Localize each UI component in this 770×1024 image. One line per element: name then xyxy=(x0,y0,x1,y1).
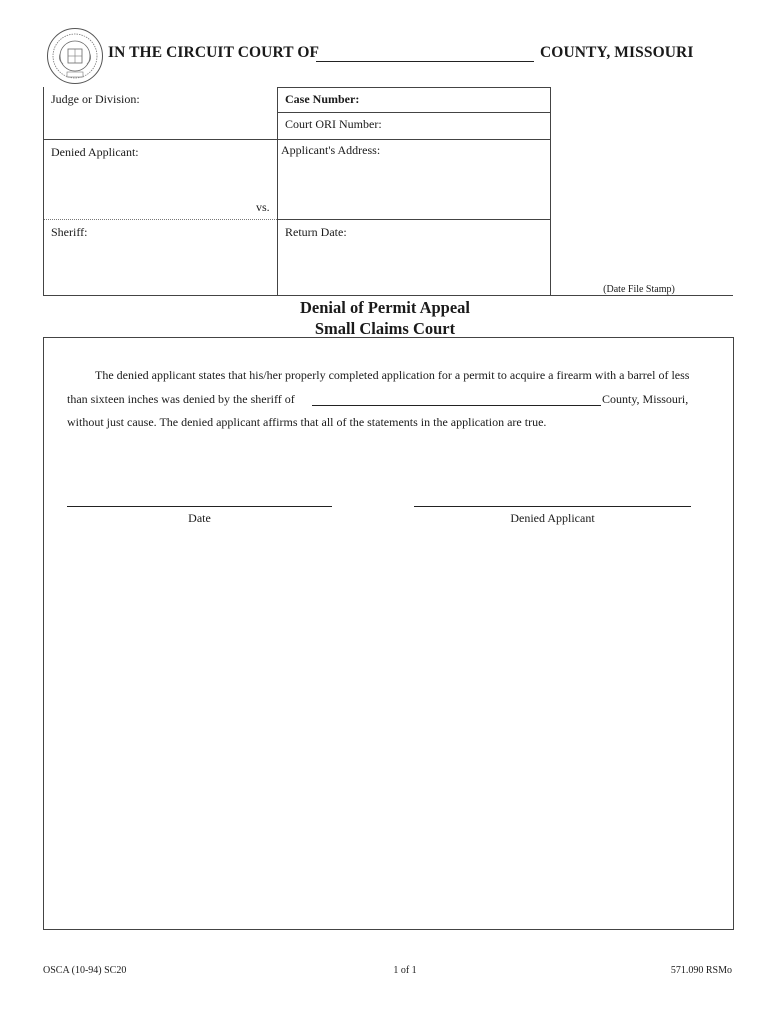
denied-applicant-label: Denied Applicant: xyxy=(51,145,139,159)
date-label: Date xyxy=(188,511,211,525)
caption-dotted-divider xyxy=(44,219,277,220)
statement-line-2-prefix: than sixteen inches was denied by the sheriff of xyxy=(67,392,295,406)
sheriff-county-blank[interactable] xyxy=(312,405,601,406)
statement-line-3: without just cause. The denied applicant affirms that all of the statements in the application are true. xyxy=(67,415,547,429)
caption-row-divider xyxy=(44,139,550,140)
sheriff-label: Sheriff: xyxy=(51,225,88,239)
page-number: 1 of 1 xyxy=(393,965,417,976)
caption-top-border xyxy=(277,87,550,88)
statement-line-2-suffix: County, Missouri, xyxy=(602,392,689,406)
statute-reference: 571.090 RSMo xyxy=(670,965,732,976)
county-state-heading: COUNTY, MISSOURI xyxy=(540,44,694,61)
county-blank-line[interactable] xyxy=(316,61,534,62)
case-number-label: Case Number: xyxy=(285,92,360,106)
form-code: OSCA (10-94) SC20 xyxy=(43,965,127,976)
caption-row-divider xyxy=(277,112,550,113)
court-ori-label: Court ORI Number: xyxy=(285,117,382,131)
date-file-stamp-line xyxy=(549,295,733,296)
form-subtitle: Small Claims Court xyxy=(314,319,456,338)
caption-right-border xyxy=(550,87,551,295)
form-title: Denial of Permit Appeal xyxy=(299,298,471,317)
date-signature-line[interactable] xyxy=(67,506,332,507)
missouri-seal-icon xyxy=(46,27,104,85)
caption-row-divider xyxy=(277,219,550,220)
statement-box xyxy=(43,337,734,930)
date-file-stamp-label: (Date File Stamp) xyxy=(603,284,675,295)
judge-division-label: Judge or Division: xyxy=(51,92,140,106)
court-heading: IN THE CIRCUIT COURT OF xyxy=(108,44,320,61)
applicant-address-label: Applicant's Address: xyxy=(281,143,381,157)
applicant-signature-line[interactable] xyxy=(414,506,691,507)
statement-line-1: The denied applicant states that his/her properly completed application for a permit to acquire a firearm with a barrel of less xyxy=(95,368,690,382)
case-caption xyxy=(43,87,550,296)
caption-divider xyxy=(277,87,278,295)
vs-label: vs. xyxy=(256,200,270,214)
denied-applicant-signature-label: Denied Applicant xyxy=(510,511,595,525)
return-date-label: Return Date: xyxy=(285,225,347,239)
